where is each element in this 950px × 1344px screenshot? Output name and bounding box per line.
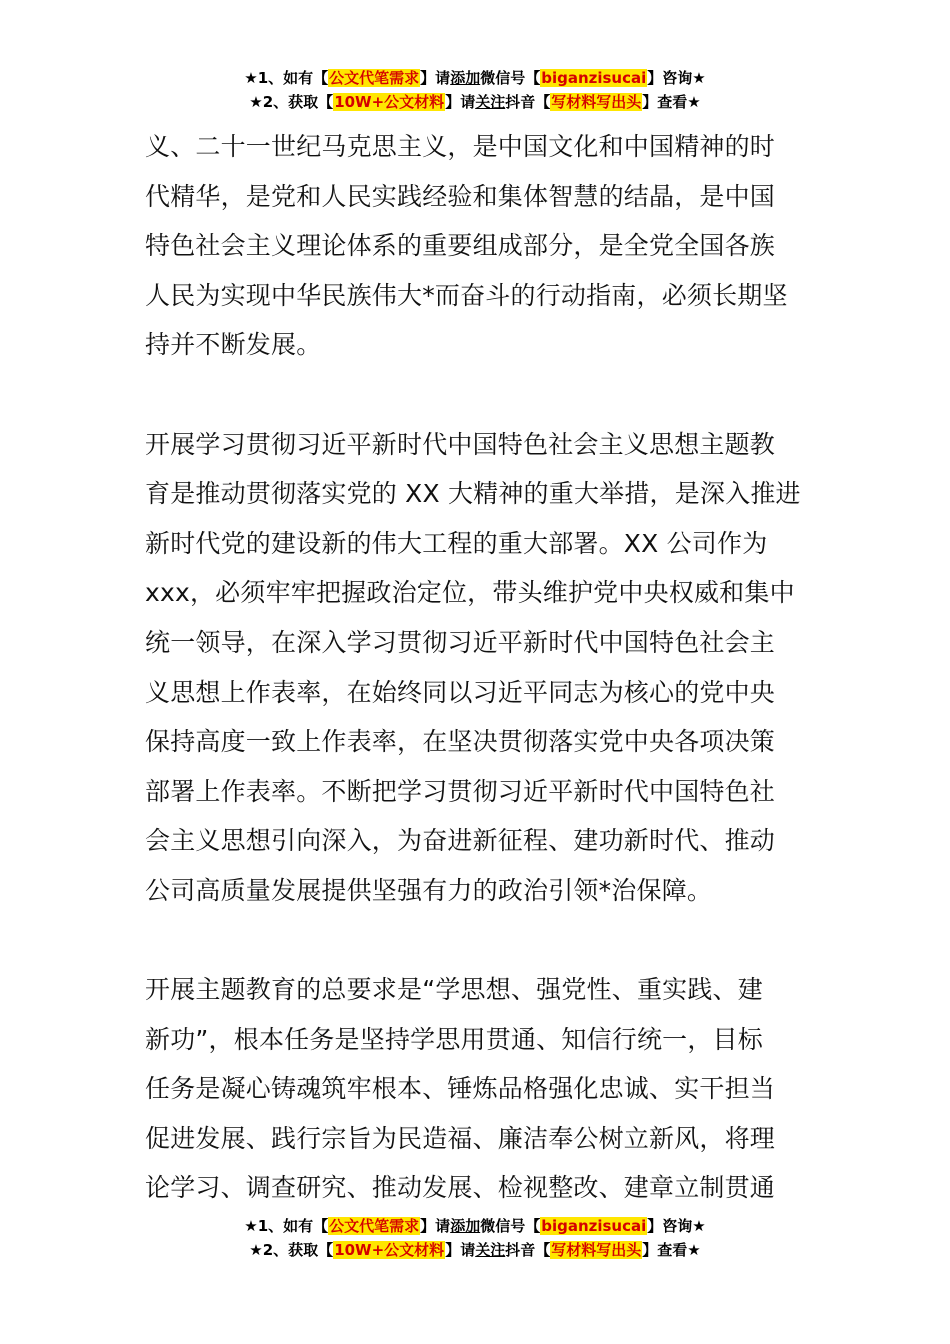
text-line: xxx，必须牢牢把握政治定位，带头维护党中央权威和集中 — [145, 578, 795, 608]
text-line: 会主义思想引向深入，为奋进新征程、建功新时代、推动 — [145, 826, 776, 856]
text-line: 开展学习贯彻习近平新时代中国特色社会主义思想主题教 — [145, 429, 776, 459]
text-line: 促进发展、践行宗旨为民造福、廉洁奉公树立新风，将理 — [145, 1123, 776, 1153]
banner-text: ★1、如有【 — [244, 69, 329, 87]
text-line: 人民为实现中华民族伟大*而奋斗的行动指南，必须长期坚 — [145, 280, 788, 310]
banner-text: 】请 — [445, 93, 476, 111]
paragraph-1 — [145, 122, 813, 370]
banner-text: 微信号【 — [480, 1217, 541, 1235]
paragraph-spacer — [145, 916, 813, 966]
banner-text: ★2、获取【 — [249, 1241, 334, 1259]
paragraph-3 — [145, 965, 813, 1213]
banner-underlined-text: 关注 — [475, 93, 506, 111]
banner-text: ★2、获取【 — [249, 93, 334, 111]
banner-highlight: biganzisucai — [541, 69, 647, 87]
banner-text: 】查看★ — [642, 1241, 701, 1259]
text-line: 开展主题教育的总要求是“学思想、强党性、重实践、建 — [145, 975, 763, 1005]
banner-underlined-text: 添加 — [450, 69, 481, 87]
banner-text: 抖音【 — [505, 93, 551, 111]
text-line: 新功”，根本任务是坚持学思用贯通、知信行统一，目标 — [145, 1024, 763, 1054]
banner-underlined-text: 添加 — [450, 1217, 481, 1235]
banner-text: 】请 — [420, 1217, 451, 1235]
text-line: 代精华，是党和人民实践经验和集体智慧的结晶，是中国 — [145, 181, 776, 211]
banner-highlight: 写材料写出头 — [551, 93, 642, 111]
banner-highlight: 10W+公文材料 — [334, 93, 445, 111]
banner-text: 】咨询★ — [647, 1217, 706, 1235]
banner-text: 】请 — [445, 1241, 476, 1259]
text-line: 部署上作表率。不断把学习贯彻习近平新时代中国特色社 — [145, 776, 776, 806]
text-line: 育是推动贯彻落实党的 XX 大精神的重大举措，是深入推进 — [145, 479, 801, 509]
text-line: 义、二十一世纪马克思主义，是中国文化和中国精神的时 — [145, 132, 776, 161]
paragraph-2 — [145, 420, 813, 916]
banner-text: 微信号【 — [480, 69, 541, 87]
text-line: 持并不断发展。 — [145, 330, 322, 360]
banner-highlight: 公文代笔需求 — [329, 69, 420, 87]
document-body — [145, 122, 813, 1213]
banner-highlight: 公文代笔需求 — [329, 1217, 420, 1235]
banner-highlight: 写材料写出头 — [551, 1241, 642, 1259]
banner-line-1 — [0, 1214, 950, 1238]
paragraph-spacer — [145, 370, 813, 420]
banner-line-2 — [0, 1238, 950, 1262]
text-line: 新时代党的建设新的伟大工程的重大部署。XX 公司作为 — [145, 528, 768, 558]
banner-underlined-text: 关注 — [475, 1241, 506, 1259]
banner-text: 】查看★ — [642, 93, 701, 111]
banner-text: 抖音【 — [505, 1241, 551, 1259]
text-line: 保持高度一致上作表率，在坚决贯彻落实党中央各项决策 — [145, 727, 776, 757]
text-line: 论学习、调查研究、推动发展、检视整改、建章立制贯通 — [145, 1173, 776, 1203]
banner-text: 】请 — [420, 69, 451, 87]
text-line: 特色社会主义理论体系的重要组成部分，是全党全国各族 — [145, 231, 776, 261]
banner-line-1 — [0, 66, 950, 90]
banner-highlight: 10W+公文材料 — [334, 1241, 445, 1259]
banner-text: ★1、如有【 — [244, 1217, 329, 1235]
text-line: 公司高质量发展提供坚强有力的政治引领*治保障。 — [145, 875, 713, 905]
text-line: 统一领导，在深入学习贯彻习近平新时代中国特色社会主 — [145, 627, 776, 657]
banner-highlight: biganzisucai — [541, 1217, 647, 1235]
banner-line-2 — [0, 90, 950, 114]
footer-banner — [0, 1214, 950, 1262]
header-banner — [0, 66, 950, 114]
text-line: 任务是凝心铸魂筑牢根本、锤炼品格强化忠诚、实干担当 — [145, 1074, 776, 1104]
banner-text: 】咨询★ — [647, 69, 706, 87]
text-line: 义思想上作表率，在始终同以习近平同志为核心的党中央 — [145, 677, 776, 707]
